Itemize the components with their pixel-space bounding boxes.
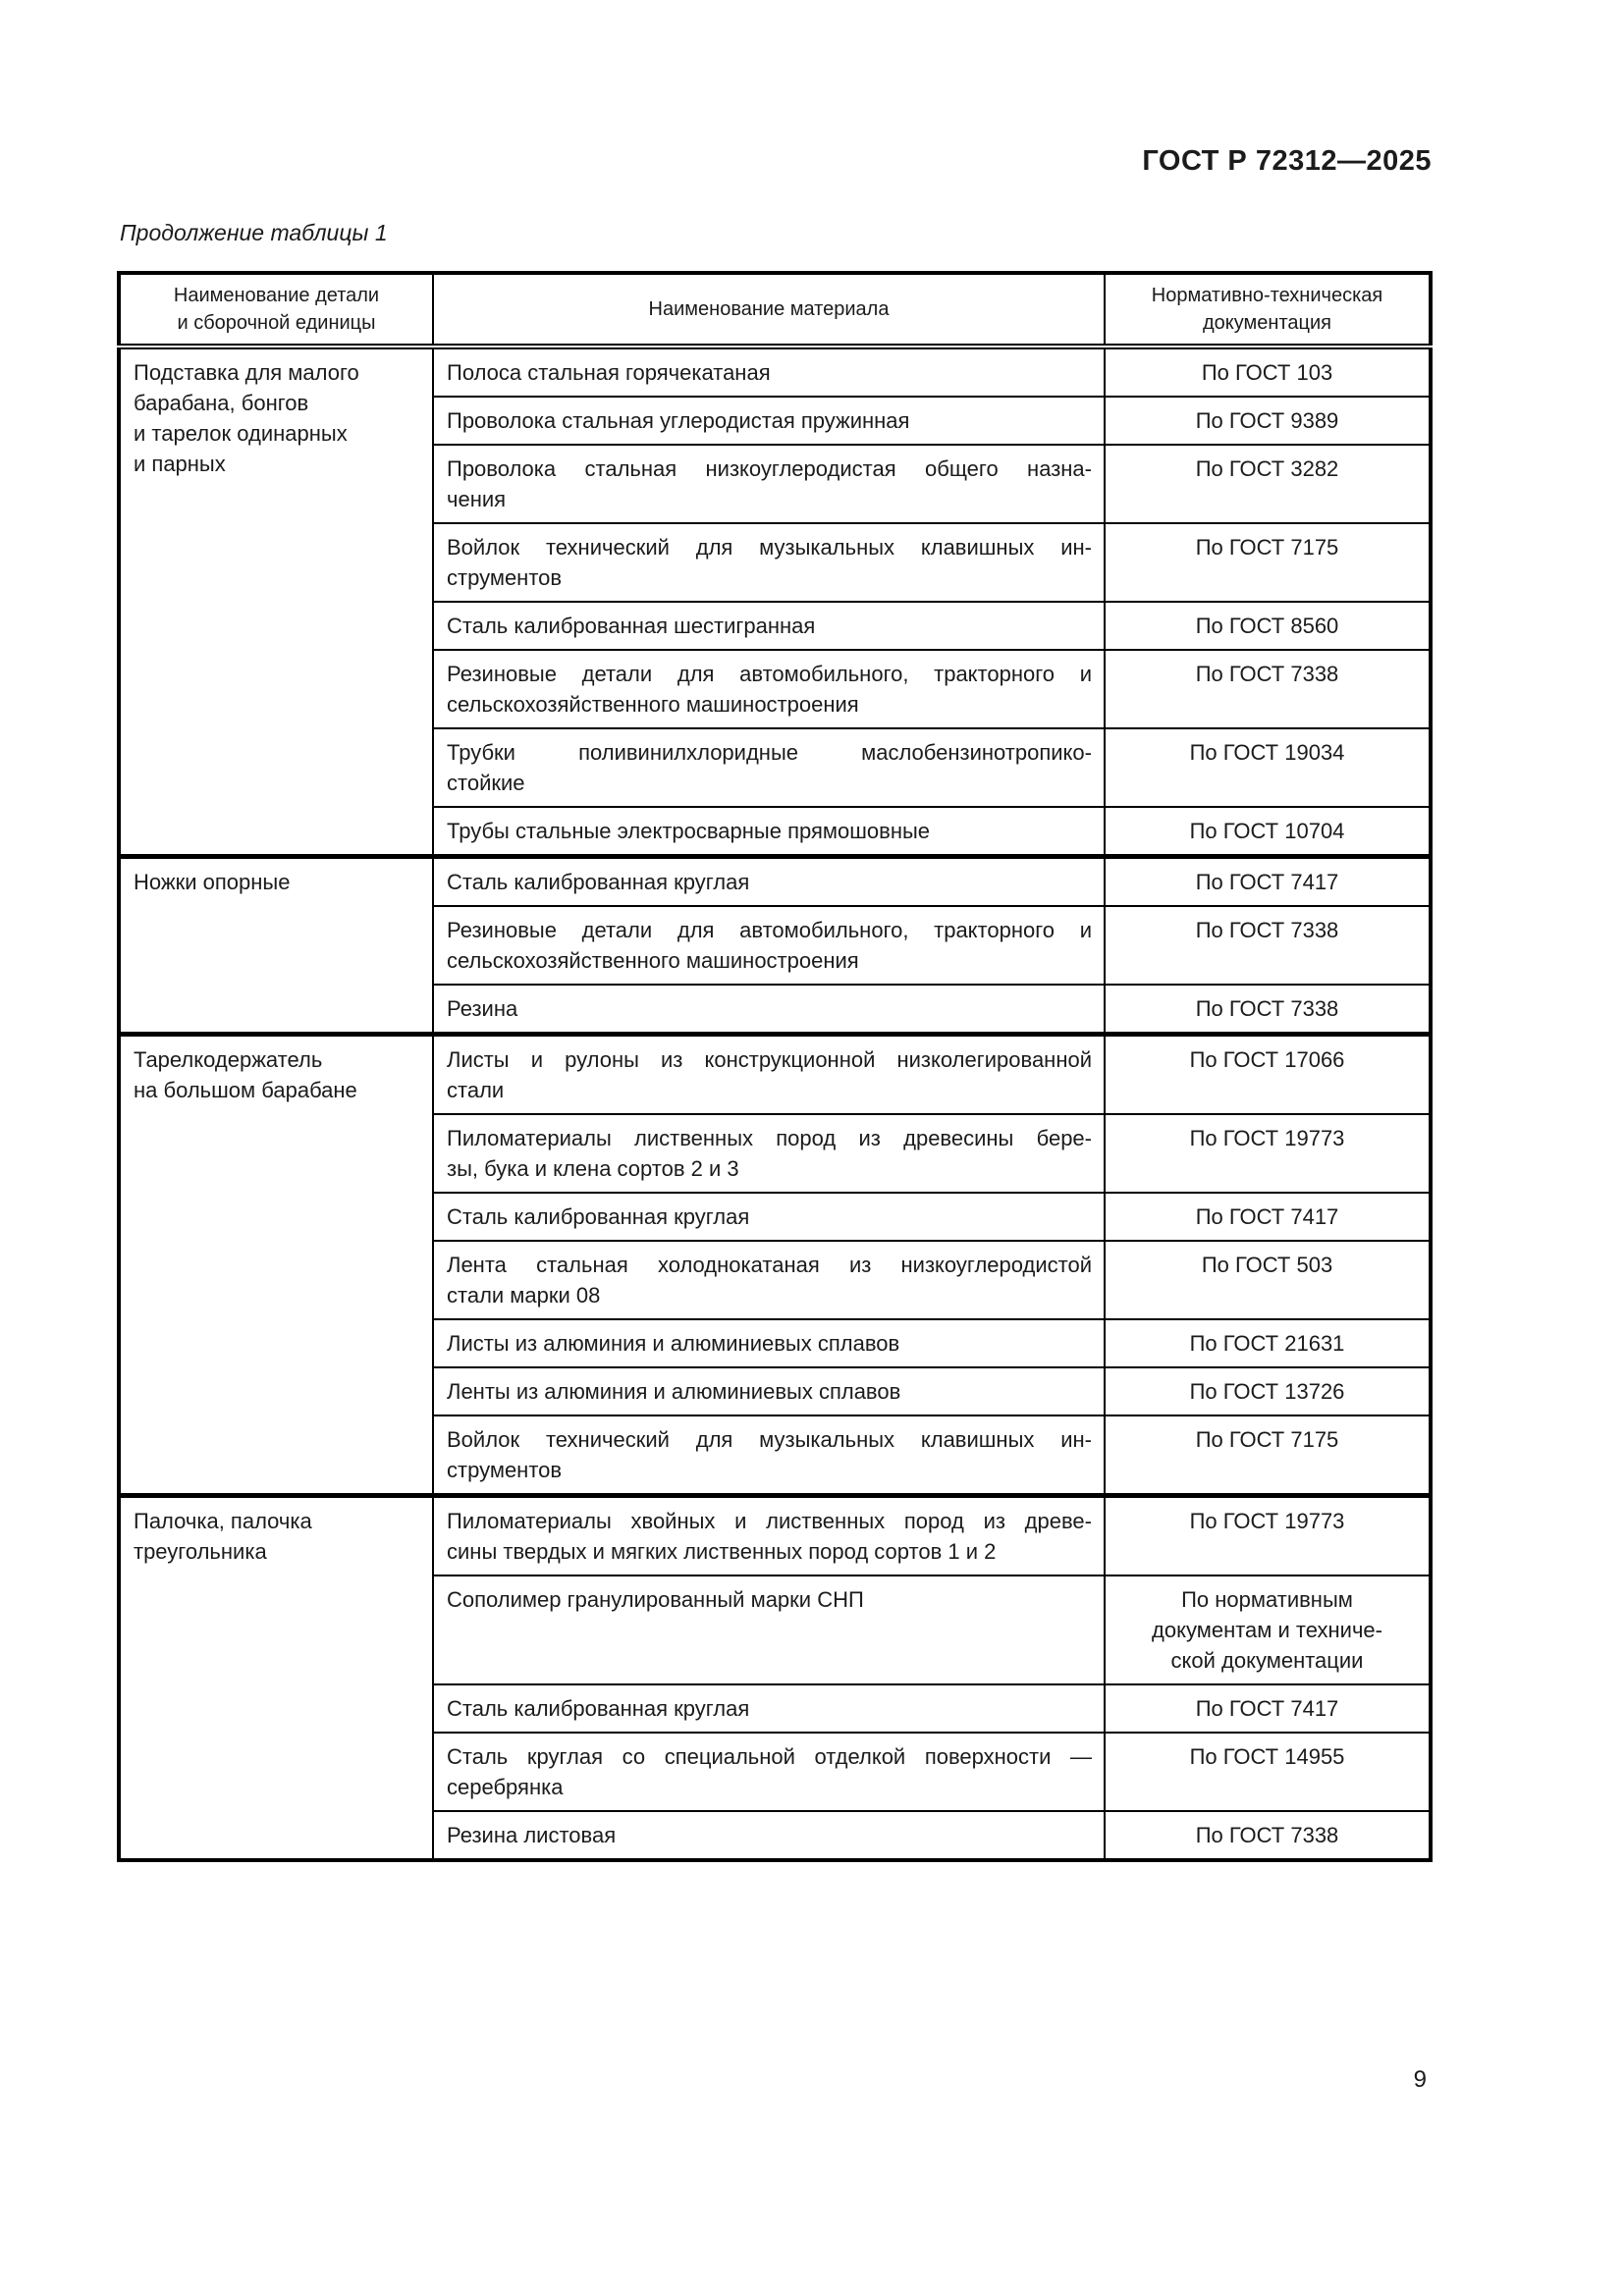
header-line: Нормативно-техническая xyxy=(1151,285,1383,306)
material-cell xyxy=(433,347,1105,397)
part-line: на большом барабане xyxy=(134,1078,357,1102)
material-line: Войлок технический для музыкальных клавишных ин- xyxy=(447,1427,1092,1452)
material-cell xyxy=(433,397,1105,445)
doc-line: документам и техниче- xyxy=(1152,1618,1382,1642)
table-header xyxy=(119,273,1431,347)
doc-line: ской документации xyxy=(1170,1648,1364,1673)
doc-line: По ГОСТ 3282 xyxy=(1195,456,1339,481)
material-cell xyxy=(433,1035,1105,1115)
doc-cell xyxy=(1105,523,1431,602)
doc-line: По ГОСТ 13726 xyxy=(1189,1379,1345,1404)
material-cell xyxy=(433,1367,1105,1415)
doc-cell xyxy=(1105,1193,1431,1241)
material-line: сельскохозяйственного машиностроения xyxy=(447,948,859,973)
material-line: Лента стальная холоднокатаная из низкоуглеродистой xyxy=(447,1253,1092,1277)
material-line: сельскохозяйственного машиностроения xyxy=(447,692,859,717)
material-line: Листы из алюминия и алюминиевых сплавов xyxy=(447,1331,900,1356)
material-cell xyxy=(433,523,1105,602)
doc-line: По нормативным xyxy=(1181,1587,1353,1612)
material-line: Сталь калиброванная круглая xyxy=(447,870,750,894)
header-line: Наименование детали xyxy=(173,285,380,306)
doc-cell xyxy=(1105,1496,1431,1576)
doc-line: По ГОСТ 21631 xyxy=(1189,1331,1345,1356)
materials-table xyxy=(117,271,1433,1862)
material-line: Сталь калиброванная шестигранная xyxy=(447,614,816,638)
table-row xyxy=(119,1496,1431,1576)
doc-cell xyxy=(1105,397,1431,445)
table-body xyxy=(119,347,1431,1860)
material-line: Войлок технический для музыкальных клавишных ин- xyxy=(447,535,1092,560)
doc-cell xyxy=(1105,857,1431,907)
doc-line: По ГОСТ 7338 xyxy=(1195,918,1339,942)
material-line: Полоса стальная горячекатаная xyxy=(447,360,771,385)
doc-cell xyxy=(1105,1415,1431,1496)
doc-line: По ГОСТ 9389 xyxy=(1195,408,1339,433)
part-line: Тарелкодержатель xyxy=(134,1047,323,1072)
material-line: струментов xyxy=(447,565,563,590)
material-line: струментов xyxy=(447,1458,563,1482)
material-cell xyxy=(433,1684,1105,1733)
material-line: Сталь круглая со специальной отделкой поверхности — xyxy=(447,1744,1092,1769)
doc-line: По ГОСТ 503 xyxy=(1201,1253,1333,1277)
material-line: Резина листовая xyxy=(447,1823,617,1847)
column-header-part xyxy=(119,273,433,347)
doc-line: По ГОСТ 19034 xyxy=(1189,740,1345,765)
material-line: Сталь калиброванная круглая xyxy=(447,1696,750,1721)
material-cell xyxy=(433,1496,1105,1576)
material-cell xyxy=(433,602,1105,650)
table-row xyxy=(119,857,1431,907)
material-line: сины твердых и мягких лиственных пород сортов 1 и 2 xyxy=(447,1539,997,1564)
part-line: Палочка, палочка xyxy=(134,1509,312,1533)
material-line: Резиновые детали для автомобильного, тракторного и xyxy=(447,662,1092,686)
doc-cell xyxy=(1105,602,1431,650)
material-cell xyxy=(433,1241,1105,1319)
doc-line: По ГОСТ 7175 xyxy=(1195,1427,1339,1452)
doc-line: По ГОСТ 7175 xyxy=(1195,535,1339,560)
doc-cell xyxy=(1105,1241,1431,1319)
material-line: Проволока стальная низкоуглеродистая общего назна- xyxy=(447,456,1092,481)
material-cell xyxy=(433,1193,1105,1241)
material-cell xyxy=(433,1575,1105,1684)
material-line: Трубки поливинилхлоридные маслобензинотропико- xyxy=(447,740,1092,765)
material-line: серебрянка xyxy=(447,1775,564,1799)
material-line: Пиломатериалы лиственных пород из древесины бере- xyxy=(447,1126,1092,1150)
doc-line: По ГОСТ 17066 xyxy=(1189,1047,1345,1072)
doc-cell xyxy=(1105,347,1431,397)
doc-cell xyxy=(1105,807,1431,857)
doc-line: По ГОСТ 7338 xyxy=(1195,1823,1339,1847)
material-cell xyxy=(433,1114,1105,1193)
doc-cell xyxy=(1105,1811,1431,1860)
column-header-material xyxy=(433,273,1105,347)
material-line: чения xyxy=(447,487,507,511)
material-cell xyxy=(433,445,1105,523)
doc-cell xyxy=(1105,985,1431,1035)
doc-cell xyxy=(1105,1114,1431,1193)
page-number: 9 xyxy=(1413,2066,1427,2093)
part-cell xyxy=(119,347,433,857)
table-row xyxy=(119,1035,1431,1115)
material-line: Резиновые детали для автомобильного, тракторного и xyxy=(447,918,1092,942)
header-line: и сборочной единицы xyxy=(177,312,376,334)
material-line: Сополимер гранулированный марки СНП xyxy=(447,1587,864,1612)
table-row xyxy=(119,347,1431,397)
header-line: документация xyxy=(1203,312,1331,334)
part-line: и тарелок одинарных xyxy=(134,421,348,446)
material-cell xyxy=(433,906,1105,985)
material-line: Трубы стальные электросварные прямошовные xyxy=(447,819,931,843)
column-header-doc xyxy=(1105,273,1431,347)
part-cell xyxy=(119,1496,433,1861)
material-line: Листы и рулоны из конструкционной низколегированной xyxy=(447,1047,1092,1072)
material-line: Сталь калиброванная круглая xyxy=(447,1204,750,1229)
doc-line: По ГОСТ 7417 xyxy=(1195,1204,1339,1229)
material-line: Проволока стальная углеродистая пружинная xyxy=(447,408,910,433)
doc-line: По ГОСТ 19773 xyxy=(1189,1509,1345,1533)
part-line: и парных xyxy=(134,452,226,476)
doc-cell xyxy=(1105,1035,1431,1115)
material-cell xyxy=(433,857,1105,907)
material-cell xyxy=(433,650,1105,728)
doc-line: По ГОСТ 14955 xyxy=(1189,1744,1345,1769)
doc-line: По ГОСТ 7417 xyxy=(1195,870,1339,894)
doc-line: По ГОСТ 7338 xyxy=(1195,996,1339,1021)
doc-line: По ГОСТ 7338 xyxy=(1195,662,1339,686)
material-cell xyxy=(433,985,1105,1035)
part-line: треугольника xyxy=(134,1539,267,1564)
part-cell xyxy=(119,857,433,1035)
material-line: зы, бука и клена сортов 2 и 3 xyxy=(447,1156,739,1181)
material-cell xyxy=(433,1733,1105,1811)
material-line: стойкие xyxy=(447,771,525,795)
material-line: стали xyxy=(447,1078,505,1102)
material-cell xyxy=(433,1319,1105,1367)
doc-cell xyxy=(1105,1684,1431,1733)
doc-line: По ГОСТ 19773 xyxy=(1189,1126,1345,1150)
doc-cell xyxy=(1105,650,1431,728)
part-cell xyxy=(119,1035,433,1496)
doc-line: По ГОСТ 8560 xyxy=(1195,614,1339,638)
doc-line: По ГОСТ 103 xyxy=(1201,360,1333,385)
material-line: Резина xyxy=(447,996,518,1021)
doc-cell xyxy=(1105,1575,1431,1684)
material-line: стали марки 08 xyxy=(447,1283,601,1308)
doc-cell xyxy=(1105,445,1431,523)
part-line: Подставка для малого xyxy=(134,360,359,385)
part-line: Ножки опорные xyxy=(134,870,291,894)
material-cell xyxy=(433,807,1105,857)
material-line: Пиломатериалы хвойных и лиственных пород из древе- xyxy=(447,1509,1092,1533)
doc-line: По ГОСТ 7417 xyxy=(1195,1696,1339,1721)
table-caption: Продолжение таблицы 1 xyxy=(120,220,388,245)
material-line: Ленты из алюминия и алюминиевых сплавов xyxy=(447,1379,901,1404)
doc-code: ГОСТ Р 72312—2025 xyxy=(1142,145,1432,177)
header-row xyxy=(119,273,1431,347)
material-cell xyxy=(433,1811,1105,1860)
material-cell xyxy=(433,728,1105,807)
doc-cell xyxy=(1105,906,1431,985)
header-line: Наименование материала xyxy=(648,298,890,320)
doc-cell xyxy=(1105,728,1431,807)
doc-line: По ГОСТ 10704 xyxy=(1189,819,1345,843)
doc-cell xyxy=(1105,1319,1431,1367)
part-line: барабана, бонгов xyxy=(134,391,309,415)
doc-cell xyxy=(1105,1733,1431,1811)
material-cell xyxy=(433,1415,1105,1496)
doc-cell xyxy=(1105,1367,1431,1415)
